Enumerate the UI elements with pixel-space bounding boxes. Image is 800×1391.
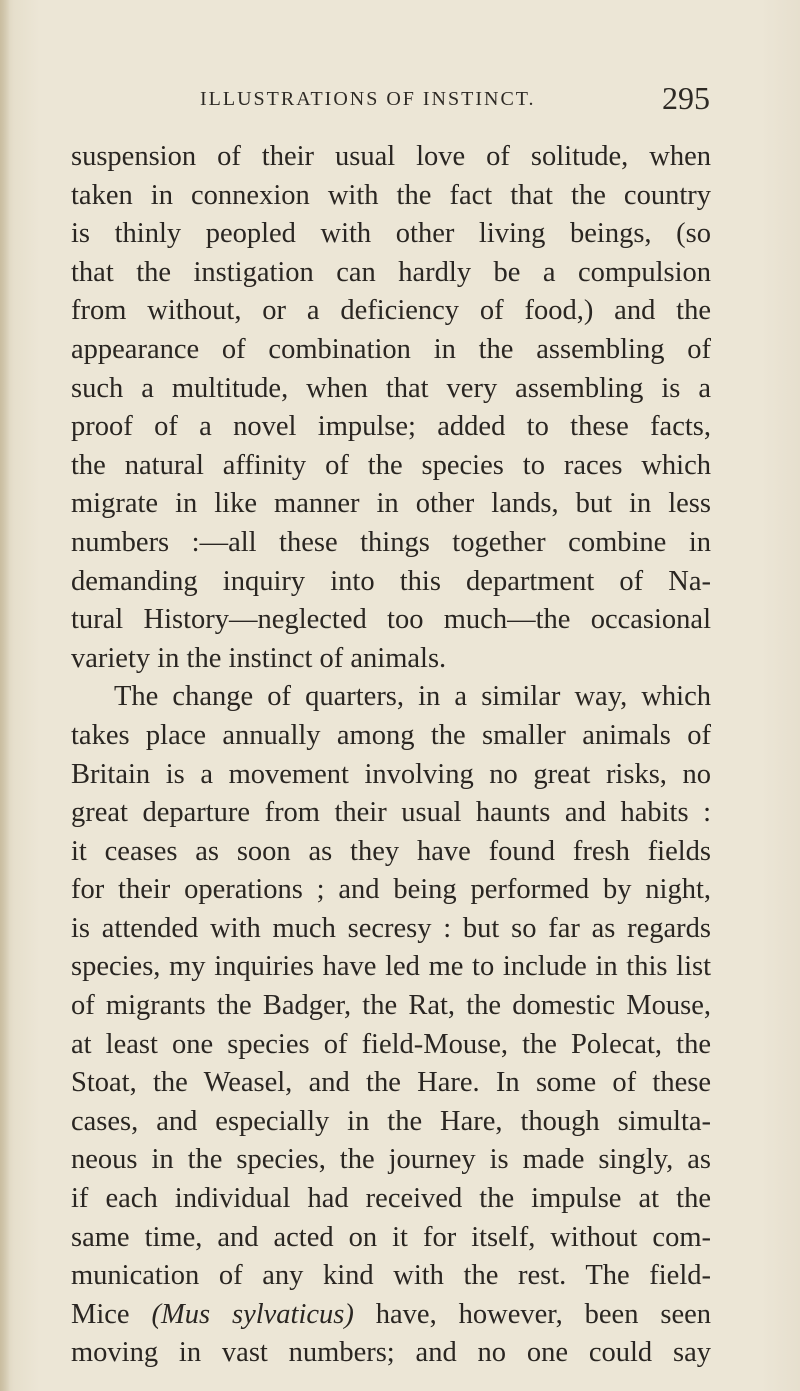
text-line: moving in vast numbers; and no one could say bbox=[71, 1337, 711, 1369]
text-line: numbers :—all these things together combine in bbox=[71, 526, 711, 558]
text-fragment: Mice bbox=[71, 1298, 130, 1330]
text-line: munication of any kind with the rest. The field- bbox=[71, 1260, 711, 1292]
paragraph-start-line: The change of quarters, in a similar way, which bbox=[114, 681, 711, 713]
text-line: same time, and acted on it for itself, without com- bbox=[71, 1221, 711, 1253]
text-line: species, my inquiries have led me to include in this list bbox=[71, 951, 711, 983]
text-line: it ceases as soon as they have found fresh fields bbox=[71, 835, 711, 867]
text-line: Britain is a movement involving no great risks, no bbox=[71, 758, 711, 790]
text-line: such a multitude, when that very assembling is a bbox=[71, 372, 711, 404]
text-line: is attended with much secresy : but so far as regards bbox=[71, 912, 711, 944]
text-line: migrate in like manner in other lands, but in less bbox=[71, 488, 711, 520]
text-line: cases, and especially in the Hare, though simulta- bbox=[71, 1105, 711, 1137]
text-line: proof of a novel impulse; added to these facts, bbox=[71, 411, 711, 443]
text-line: from without, or a deficiency of food,) and the bbox=[71, 295, 711, 327]
text-line-with-species-name bbox=[71, 1296, 711, 1335]
text-line: Stoat, the Weasel, and the Hare. In some of these bbox=[71, 1067, 711, 1099]
text-line: demanding inquiry into this department of Na- bbox=[71, 565, 711, 597]
text-fragment: have, however, been seen bbox=[375, 1298, 711, 1330]
text-line: appearance of combination in the assembling of bbox=[71, 333, 711, 365]
text-line: neous in the species, the journey is made singly, as bbox=[71, 1144, 711, 1176]
text-line: tural History—neglected too much—the occasional bbox=[71, 604, 711, 636]
text-line: is thinly peopled with other living beings, (so bbox=[71, 218, 711, 250]
page-number: 295 bbox=[662, 80, 710, 116]
species-name-italic: (Mus sylvaticus) bbox=[151, 1298, 354, 1330]
page-header bbox=[70, 80, 710, 120]
body-text bbox=[71, 138, 711, 1373]
text-line: takes place annually among the smaller animals of bbox=[71, 719, 711, 751]
text-line: for their operations ; and being performed by night, bbox=[71, 874, 711, 906]
text-line: suspension of their usual love of solitude, when bbox=[71, 141, 711, 172]
text-line: that the instigation can hardly be a compulsion bbox=[71, 256, 711, 288]
text-line: great departure from their usual haunts and habits : bbox=[71, 797, 711, 829]
text-line: at least one species of field-Mouse, the Polecat, the bbox=[71, 1028, 711, 1060]
text-line: variety in the instinct of animals. bbox=[71, 642, 447, 674]
page-gutter-shadow bbox=[0, 0, 10, 1391]
text-line: of migrants the Badger, the Rat, the domestic Mouse, bbox=[71, 990, 711, 1022]
running-title: ILLUSTRATIONS OF INSTINCT. bbox=[200, 88, 536, 110]
text-line: taken in connexion with the fact that the country bbox=[71, 179, 711, 211]
text-line: if each individual had received the impulse at the bbox=[71, 1183, 711, 1215]
text-line: the natural affinity of the species to races which bbox=[71, 449, 711, 481]
